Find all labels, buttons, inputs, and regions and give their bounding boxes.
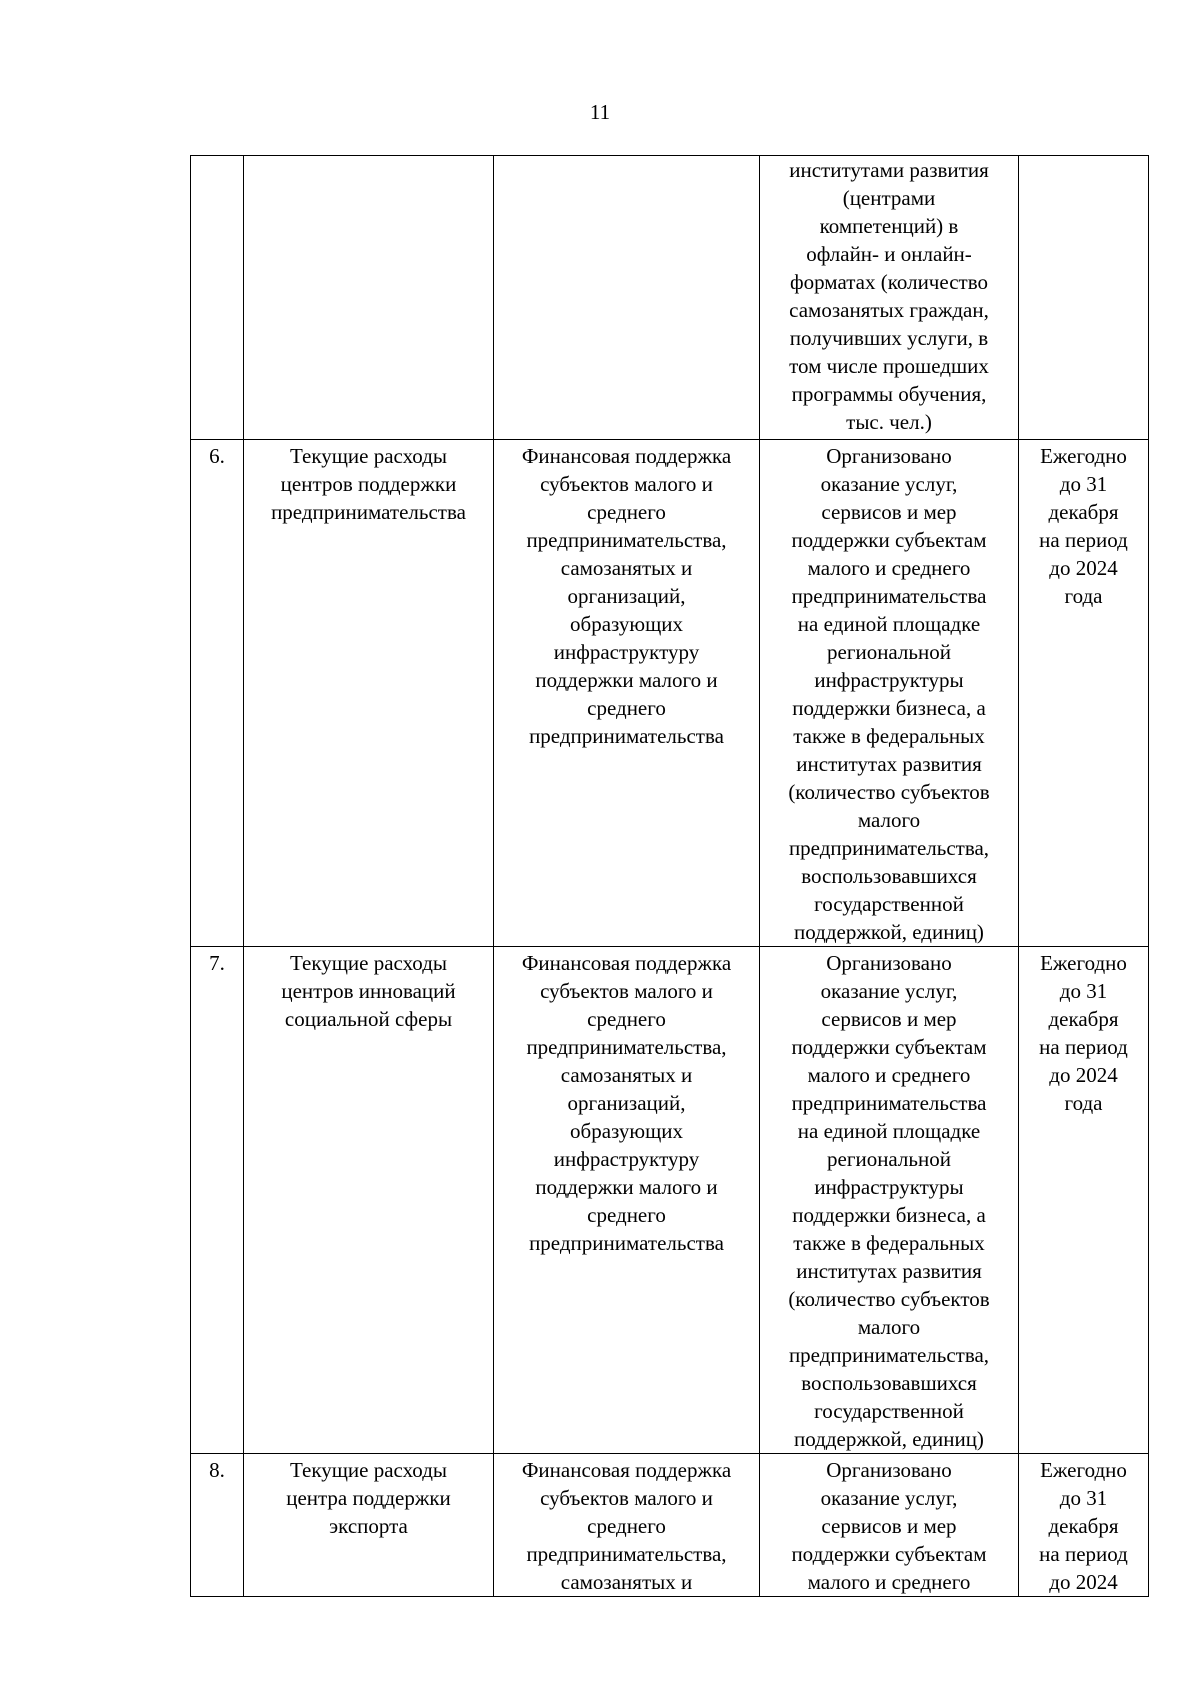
table-row-continuation bbox=[191, 156, 1149, 440]
measures-table bbox=[190, 155, 1149, 1597]
measure-result-cell: Организовано оказание услуг, сервисов и мер поддержки субъектам малого и среднего предпринимательства на единой площадке региональной инфраструктуры поддержки бизнеса, а также в федеральных институтах развития (количество субъектов малого предпринимательства, воспользовавшихся государственной поддержкой, единиц) bbox=[760, 440, 1019, 947]
measure-name-cell: Текущие расходы центров поддержки предпринимательства bbox=[244, 440, 494, 947]
measure-deadline-cell bbox=[1019, 156, 1149, 440]
measure-name-cell: Текущие расходы центра поддержки экспорта bbox=[244, 1454, 494, 1597]
measure-description-cell: Финансовая поддержка субъектов малого и среднего предпринимательства, самозанятых и bbox=[494, 1454, 760, 1597]
measure-name-cell: Текущие расходы центров инноваций социальной сферы bbox=[244, 947, 494, 1454]
measure-result-cell: Организовано оказание услуг, сервисов и мер поддержки субъектам малого и среднего bbox=[760, 1454, 1019, 1597]
row-number-cell: 8. bbox=[191, 1454, 244, 1597]
row-number-cell bbox=[191, 156, 244, 440]
page-number: 11 bbox=[589, 100, 611, 124]
measure-deadline-cell: Ежегодно до 31 декабря на период до 2024 года bbox=[1019, 947, 1149, 1454]
measure-name-cell bbox=[244, 156, 494, 440]
row-number-cell: 6. bbox=[191, 440, 244, 947]
measure-description-cell: Финансовая поддержка субъектов малого и среднего предпринимательства, самозанятых и организаций, образующих инфраструктуру поддержки малого и среднего предпринимательства bbox=[494, 440, 760, 947]
measure-description-cell: Финансовая поддержка субъектов малого и среднего предпринимательства, самозанятых и организаций, образующих инфраструктуру поддержки малого и среднего предпринимательства bbox=[494, 947, 760, 1454]
table-row bbox=[191, 440, 1149, 947]
measure-result-cell: институтами развития (центрами компетенций) в офлайн- и онлайн- форматах (количество самозанятых граждан, получивших услуги, в том числе прошедших программы обучения, тыс. чел.) bbox=[760, 156, 1019, 440]
row-number-cell: 7. bbox=[191, 947, 244, 1454]
table-row bbox=[191, 947, 1149, 1454]
table-row bbox=[191, 1454, 1149, 1597]
measure-result-cell: Организовано оказание услуг, сервисов и мер поддержки субъектам малого и среднего предпринимательства на единой площадке региональной инфраструктуры поддержки бизнеса, а также в федеральных институтах развития (количество субъектов малого предпринимательства, воспользовавшихся государственной поддержкой, единиц) bbox=[760, 947, 1019, 1454]
measure-deadline-cell: Ежегодно до 31 декабря на период до 2024 года bbox=[1019, 440, 1149, 947]
measure-deadline-cell: Ежегодно до 31 декабря на период до 2024 bbox=[1019, 1454, 1149, 1597]
measure-description-cell bbox=[494, 156, 760, 440]
